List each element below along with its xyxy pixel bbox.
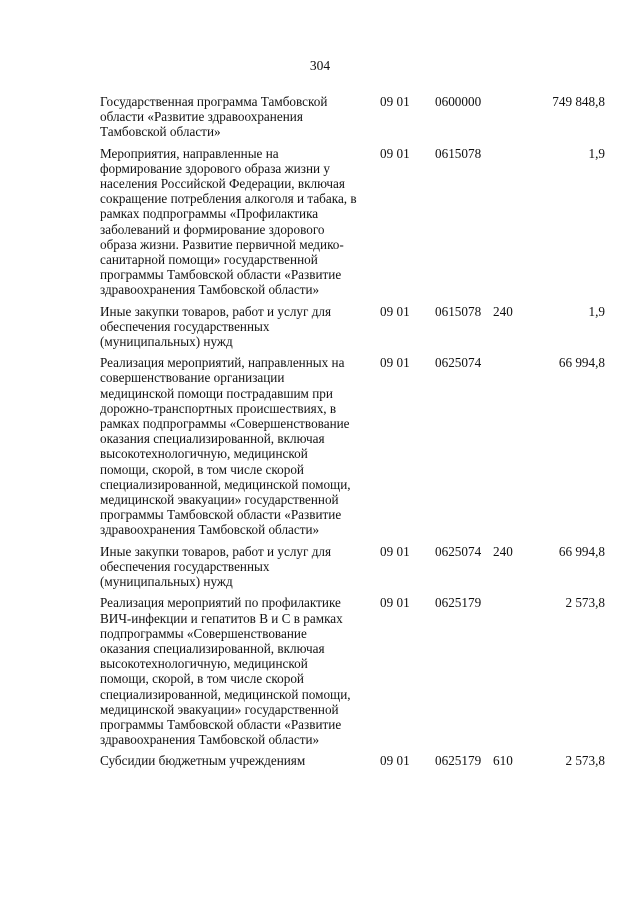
row-expense-type-code: 610 (493, 753, 513, 769)
row-description: Реализация мероприятий, направленных на совершенствование организации медицинской помощи пострадавшим при дорожно-транспортных происшествиях, в рамках подпрограммы «Совершенствование оказания специализированной, включая высокотехнологичную, медицинской помощи, скорой, в том числе скорой специализированной, медицинской помощи, медицинской эвакуации» государственной программы Тамбовской области «Развитие здравоохранения Тамбовской области» (100, 355, 351, 538)
row-amount: 66 994,8 (558, 543, 605, 559)
row-section-code: 09 01 (380, 94, 410, 109)
table-row (100, 753, 605, 768)
budget-table (100, 94, 605, 775)
page-number: 304 (309, 58, 331, 73)
row-amount: 1,9 (588, 303, 605, 319)
row-description: Государственная программа Тамбовской области «Развитие здравоохранения Тамбовской области» (100, 94, 328, 140)
row-target-article-code: 0625179 (435, 753, 482, 769)
row-target-article-code: 0615078 (435, 303, 482, 319)
table-row (100, 595, 605, 747)
row-section-code: 09 01 (380, 595, 410, 611)
row-expense-type-code: 240 (493, 543, 513, 559)
row-target-article-code: 0615078 (435, 145, 482, 161)
row-section-code: 09 01 (380, 543, 410, 559)
row-target-article-code: 0625179 (435, 595, 482, 611)
table-row (100, 304, 605, 350)
row-target-article-code: 0600000 (435, 94, 482, 109)
row-target-article-code: 0625074 (435, 355, 482, 371)
row-amount: 1,9 (588, 145, 605, 161)
row-expense-type-code: 240 (493, 303, 513, 319)
row-target-article-code: 0625074 (435, 543, 482, 559)
row-description: Иные закупки товаров, работ и услуг для обеспечения государственных (муниципальных) нужд (100, 303, 332, 350)
table-row (100, 355, 605, 537)
row-amount: 2 573,8 (565, 595, 605, 611)
row-amount: 749 848,8 (552, 94, 605, 109)
table-row (100, 146, 605, 298)
row-section-code: 09 01 (380, 145, 410, 161)
row-description: Мероприятия, направленные на формирование здорового образа жизни у населения Российской Федерации, включая сокращение потребления алкоголя и табака, в рамках подпрограммы «Профилактика заболеваний и формирование здорового образа жизни. Развитие первичной медико-санитарной помощи» государственной программы Тамбовской области «Развитие здравоохранения Тамбовской области» (100, 145, 357, 298)
row-description: Иные закупки товаров, работ и услуг для обеспечения государственных (муниципальных) нужд (100, 543, 332, 590)
table-row (100, 544, 605, 590)
row-section-code: 09 01 (380, 753, 410, 769)
row-amount: 2 573,8 (565, 753, 605, 769)
table-row (100, 94, 605, 140)
row-description: Субсидии бюджетным учреждениям (100, 753, 306, 769)
row-description: Реализация мероприятий по профилактике ВИЧ-инфекции и гепатитов В и С в рамках подпрограммы «Совершенствование оказания специализированной, включая высокотехнологичную, медицинской помощи, скорой, в том числе скорой специализированной, медицинской помощи, медицинской эвакуации» государственной программы Тамбовской области «Развитие здравоохранения Тамбовской области» (100, 595, 351, 748)
row-amount: 66 994,8 (558, 355, 605, 371)
row-section-code: 09 01 (380, 303, 410, 319)
row-section-code: 09 01 (380, 355, 410, 371)
